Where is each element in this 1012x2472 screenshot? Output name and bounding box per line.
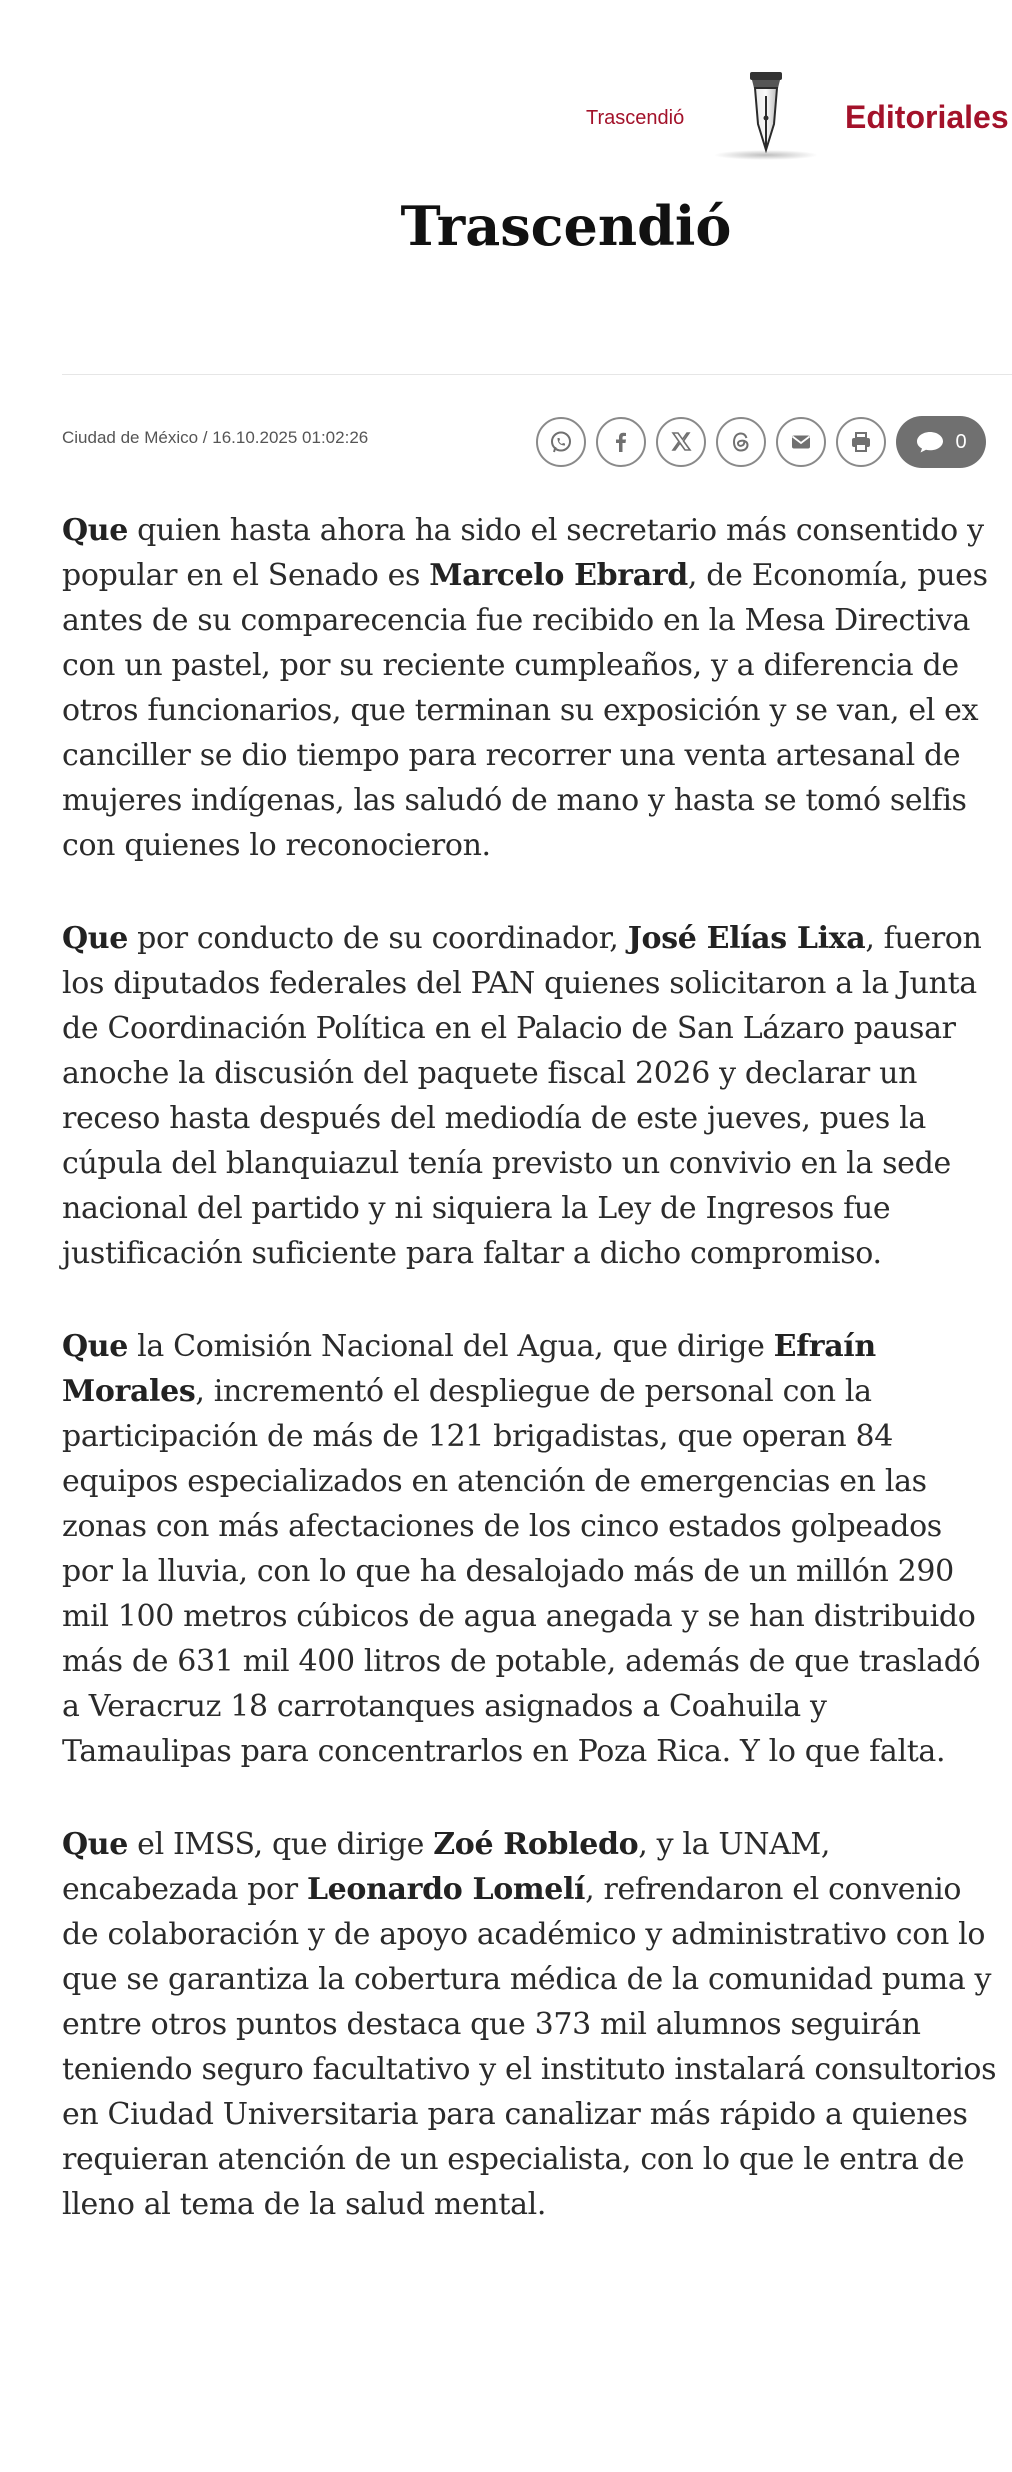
person-name: Zoé Robledo [433,1827,639,1862]
paragraph-lead: Que [62,1329,128,1364]
paragraph-lead: Que [62,513,128,548]
comment-bubble-icon [915,430,945,454]
facebook-share-button[interactable] [596,417,646,467]
section-link[interactable]: Trascendió [586,107,685,129]
section-label[interactable]: Editoriales [845,99,1009,135]
fountain-pen-logo-icon [712,66,820,162]
email-share-button[interactable] [776,417,826,467]
paragraph-text: por conducto de su coordinador, [127,921,628,956]
person-name: Leonardo Lomelí [306,1872,586,1907]
comments-button[interactable] [896,416,986,468]
paragraph-text: la Comisión Nacional del Agua, que dirige [127,1329,774,1364]
article-paragraph [62,1822,997,2227]
person-name: Marcelo Ebrard [429,558,688,593]
person-name: José Elías Lixa [627,921,866,956]
share-bar [536,414,986,470]
print-share-button[interactable] [836,417,886,467]
header-divider [62,374,1012,375]
email-icon [788,429,814,455]
threads-share-button[interactable] [716,417,766,467]
paragraph-lead: Que [62,921,128,956]
paragraph-text: , refrendaron el convenio de colaboración y de apoyo académico y administrativo con lo que se garantiza la cobertura médica de la comunidad puma y entre otros puntos destaca que 373 mil alumnos seguirán teniendo seguro facultativo y el instituto instalará consultorios en Ciudad Universitaria para canalizar más rápido a quienes requieran atención de un especialista, con lo que le entra de lleno al tema de la salud mental. [62,1872,997,2222]
x-icon [668,429,694,455]
paragraph-text: el IMSS, que dirige [127,1827,434,1862]
article-body [62,508,997,2275]
article-paragraph [62,916,997,1276]
page-title: Trascendió [400,194,732,258]
paragraph-text: , y la UNAM, encabezada por [62,1827,831,1907]
x-share-button[interactable] [656,417,706,467]
comments-count: 0 [955,430,967,453]
person-name: Efraín Morales [62,1329,876,1409]
paragraph-text: , fueron los diputados federales del PAN quienes solicitaron a la Junta de Coordinación Política en el Palacio de San Lázaro pausar anoche la discusión del paquete fiscal 2026 y declarar un receso hasta después del mediodía de este jueves, pues la cúpula del blanquiazul tenía previsto un convivio en la sede nacional del partido y ni siquiera la Ley de Ingresos fue justificación suficiente para faltar a dicho compromiso. [62,921,982,1271]
whatsapp-share-button[interactable] [536,417,586,467]
header [0,0,1012,375]
whatsapp-icon [548,429,574,455]
paragraph-lead: Que [62,1827,128,1862]
facebook-icon [608,429,634,455]
location-date: Ciudad de México / 16.10.2025 01:02:26 [62,428,369,447]
article-paragraph [62,1324,997,1774]
article-paragraph [62,508,997,868]
paragraph-text: , de Economía, pues antes de su comparecencia fue recibido en la Mesa Directiva con un pastel, por su reciente cumpleaños, y a diferencia de otros funcionarios, que terminan su exposición y se van, el ex canciller se dio tiempo para recorrer una venta artesanal de mujeres indígenas, las saludó de mano y hasta se tomó selfis con quienes lo reconocieron. [62,558,988,863]
threads-icon [728,429,754,455]
paragraph-text: , incrementó el despliegue de personal con la participación de más de 121 brigadistas, que operan 84 equipos especializados en atención de emergencias en las zonas con más afectaciones de los cinco estados golpeados por la lluvia, con lo que ha desalojado más de un millón 290 mil 100 metros cúbicos de agua anegada y se han distribuido más de 631 mil 400 litros de potable, además de que trasladó a Veracruz 18 carrotanques asignados a Coahuila y Tamaulipas para concentrarlos en Poza Rica. Y lo que falta. [62,1374,981,1769]
paragraph-text: quien hasta ahora ha sido el secretario más consentido y popular en el Senado es [62,513,984,593]
print-icon [848,429,874,455]
